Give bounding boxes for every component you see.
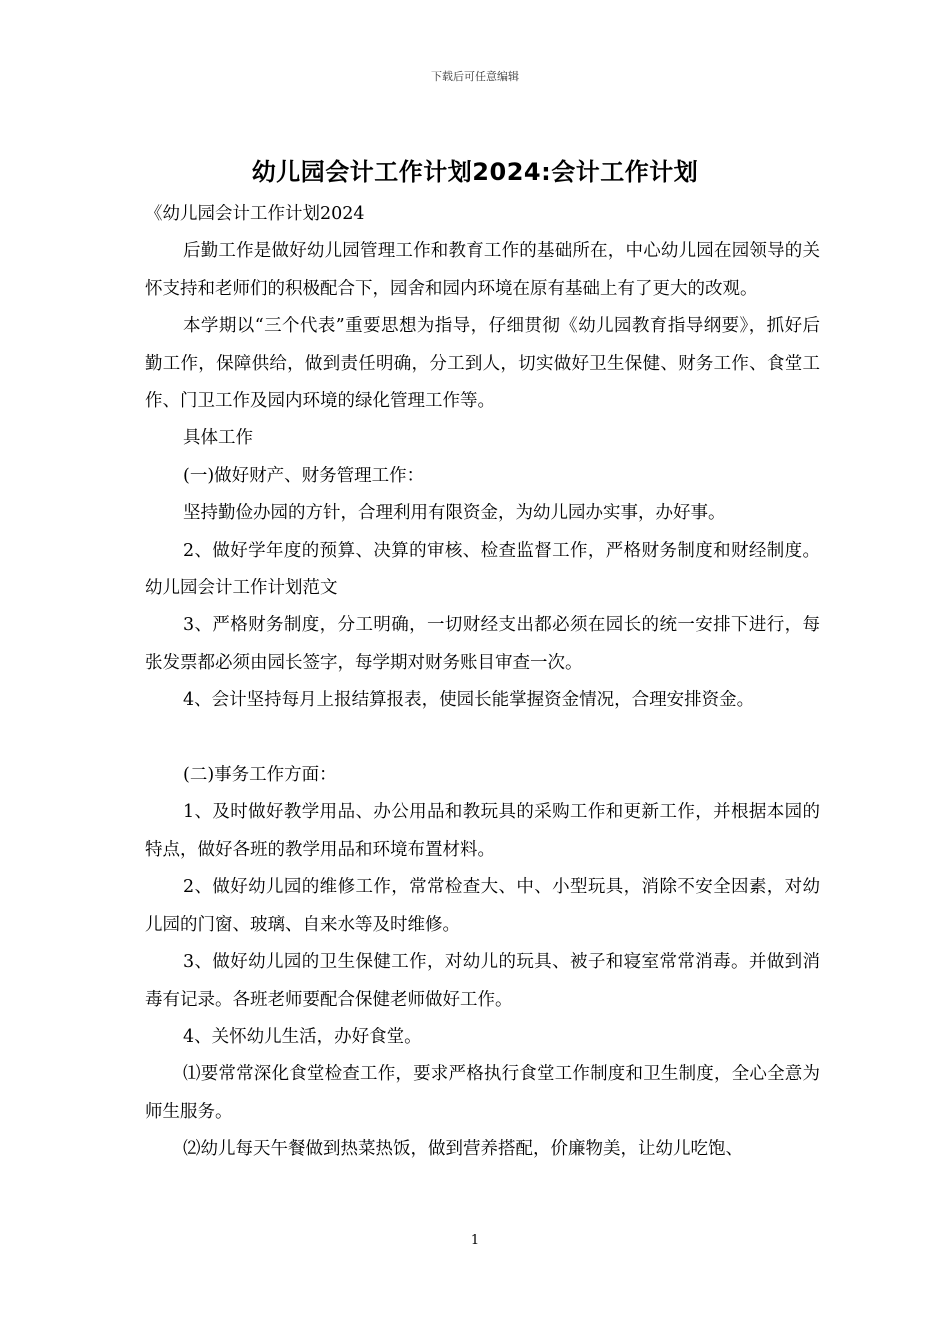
section-heading-finance: (一)做好财产、财务管理工作： bbox=[183, 465, 425, 486]
paragraph-intro: 后勤工作是做好幼儿园管理工作和教育工作的基础所在，中心幼儿园在园领导的关怀支持和老师们的积极配合下，园舍和园内环境在原有基础上有了更大的改观。 bbox=[145, 241, 820, 299]
paragraph-affairs-4-2: ⑵幼儿每天午餐做到热菜热饭，做到营养搭配，价廉物美，让幼儿吃饱、 bbox=[183, 1139, 743, 1160]
section-heading-affairs: (二)事务工作方面： bbox=[183, 765, 337, 786]
page-number: 1 bbox=[470, 1233, 480, 1248]
paragraph-affairs-3: 3、做好幼儿园的卫生保健工作，对幼儿的玩具、被子和寝室常常消毒。并做到消毒有记录。各班老师要配合保健老师做好工作。 bbox=[145, 952, 820, 1010]
paragraph-finance-4: 4、会计坚持每月上报结算报表，使园长能掌握资金情况，合理安排资金。 bbox=[183, 690, 755, 711]
paragraph-source-title: 《幼儿园会计工作计划2024 bbox=[145, 204, 365, 224]
paragraph-affairs-1: 1、及时做好教学用品、办公用品和教玩具的采购工作和更新工作，并根据本园的特点，做好各班的教学用品和环境布置材料。 bbox=[145, 802, 820, 860]
section-heading-specific-work: 具体工作 bbox=[183, 428, 253, 449]
paragraph-affairs-4: 4、关怀幼儿生活，办好食堂。 bbox=[183, 1026, 422, 1047]
paragraph-affairs-2: 2、做好幼儿园的维修工作，常常检查大、中、小型玩具，消除不安全因素，对幼儿园的门窗、玻璃、自来水等及时维修。 bbox=[145, 877, 820, 935]
paragraph-finance-2: 2、做好学年度的预算、决算的审核、检查监督工作，严格财务制度和财经制度。幼儿园会计工作计划范文 bbox=[145, 540, 820, 599]
paragraph-guideline: 本学期以“三个代表”重要思想为指导，仔细贯彻《幼儿园教育指导纲要》，抓好后勤工作，保障供给，做到责任明确，分工到人，切实做好卫生保健、财务工作、食堂工作、门卫工作及园内环境的绿化管理工作等。 bbox=[145, 316, 820, 412]
paragraph-affairs-4-1: ⑴要常常深化食堂检查工作，要求严格执行食堂工作制度和卫生制度，全心全意为师生服务。 bbox=[145, 1064, 820, 1122]
document-title: 幼儿园会计工作计划2024:会计工作计划 bbox=[251, 158, 699, 186]
paragraph-finance-3: 3、严格财务制度，分工明确，一切财经支出都必须在园长的统一安排下进行，每张发票都必须由园长签字，每学期对财务账目审查一次。 bbox=[145, 615, 820, 673]
blank-line bbox=[145, 720, 820, 757]
header-note: 下载后可任意编辑 bbox=[431, 70, 519, 83]
document-body bbox=[145, 196, 820, 1169]
paragraph-finance-1: 坚持勤俭办园的方针，合理利用有限资金，为幼儿园办实事，办好事。 bbox=[183, 503, 726, 524]
